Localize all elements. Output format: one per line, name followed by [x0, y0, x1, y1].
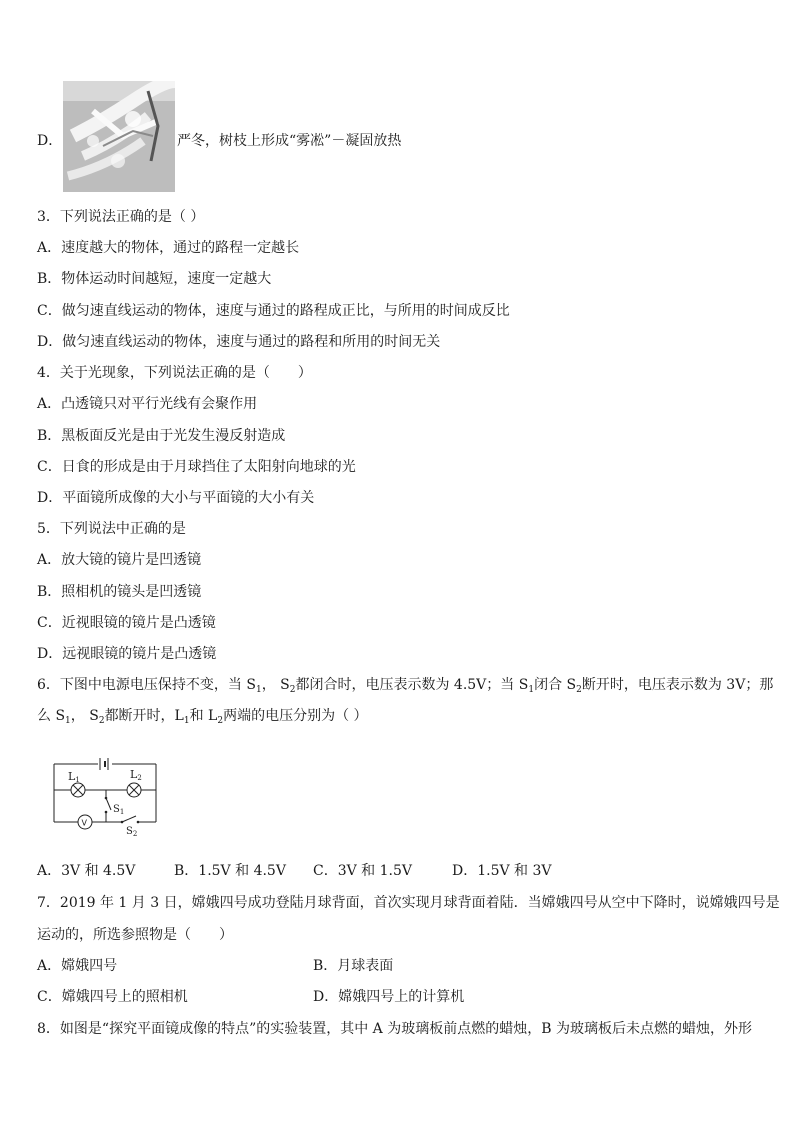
q2-option-d-letter: D． — [37, 133, 63, 149]
circuit-label-l2: L2 — [130, 768, 142, 782]
q3-option-a: A．速度越大的物体，通过的路程一定越长 — [37, 240, 300, 256]
q4-stem: 4．关于光现象，下列说法正确的是（ ） — [37, 365, 312, 381]
q3-stem: 3．下列说法正确的是（ ） — [37, 209, 205, 225]
q4-option-a: A．凸透镜只对平行光线有会聚作用 — [37, 396, 258, 412]
q6-option-d: D．1.5V 和 3V — [452, 863, 552, 879]
q5-option-a: A．放大镜的镜片是凹透镜 — [37, 552, 202, 568]
rime-branch-image — [63, 81, 175, 192]
q6-option-a: A．3V 和 4.5V — [37, 863, 136, 879]
q5-option-d: D．远视眼镜的镜片是凸透镜 — [37, 646, 217, 662]
q3-option-d: D．做匀速直线运动的物体，速度与通过的路程和所用的时间无关 — [37, 334, 441, 350]
q7-option-c: C．嫦娥四号上的照相机 — [37, 989, 188, 1005]
circuit-label-s2: $S_2$ — [126, 826, 138, 838]
q5-stem: 5．下列说法中正确的是 — [37, 521, 186, 537]
voltmeter-label: V — [81, 818, 87, 828]
circuit-label-s1: $S_1$ — [113, 804, 125, 816]
q6-option-c: C．3V 和 1.5V — [313, 863, 413, 879]
q5-option-b: B．照相机的镜头是凹透镜 — [37, 584, 202, 600]
q8-stem-line1: 8．如图是“探究平面镜成像的特点”的实验装置，其中 A 为玻璃板前点燃的蜡烛，B 为玻璃板后未点燃的蜡烛，外形 — [37, 1021, 752, 1037]
q4-option-c: C．日食的形成是由于月球挡住了太阳射向地球的光 — [37, 459, 356, 475]
q3-option-c: C．做匀速直线运动的物体，速度与通过的路程成正比，与所用的时间成反比 — [37, 303, 510, 319]
circuit-diagram — [48, 752, 164, 838]
q6-stem-line1: 6．下图中电源电压保持不变，当 $S_1$， $S_2$都闭合时，电压表示数为 4.5V；当 $S_1$闭合 $S_2$断开时，电压表示数为 3V；那 — [37, 677, 774, 695]
q7-stem-line1: 7．2019 年 1 月 3 日，嫦娥四号成功登陆月球背面，首次实现月球背面着陆．当嫦娥四号从空中下降时，说嫦娥四号是 — [37, 895, 780, 911]
q7-option-d: D．嫦娥四号上的计算机 — [313, 989, 465, 1005]
q7-stem-line2: 运动的，所选参照物是（ ） — [37, 927, 233, 943]
q6-option-b: B．1.5V 和 4.5V — [174, 863, 286, 879]
q4-option-d: D．平面镜所成像的大小与平面镜的大小有关 — [37, 490, 315, 506]
q4-option-b: B．黑板面反光是由于光发生漫反射造成 — [37, 428, 286, 444]
q3-option-b: B．物体运动时间越短，速度一定越大 — [37, 271, 272, 287]
q2-option-d-text: 严冬，树枝上形成“雾凇”－凝固放热 — [177, 133, 402, 149]
q5-option-c: C．近视眼镜的镜片是凸透镜 — [37, 615, 216, 631]
q6-stem-line2: 么 $S_1$， $S_2$都断开时，$L_1$和 $L_2$两端的电压分别为（ ） — [37, 708, 368, 726]
q7-option-b: B．月球表面 — [313, 958, 394, 974]
q7-option-a: A．嫦娥四号 — [37, 958, 118, 974]
circuit-label-l1: L1 — [68, 770, 80, 784]
